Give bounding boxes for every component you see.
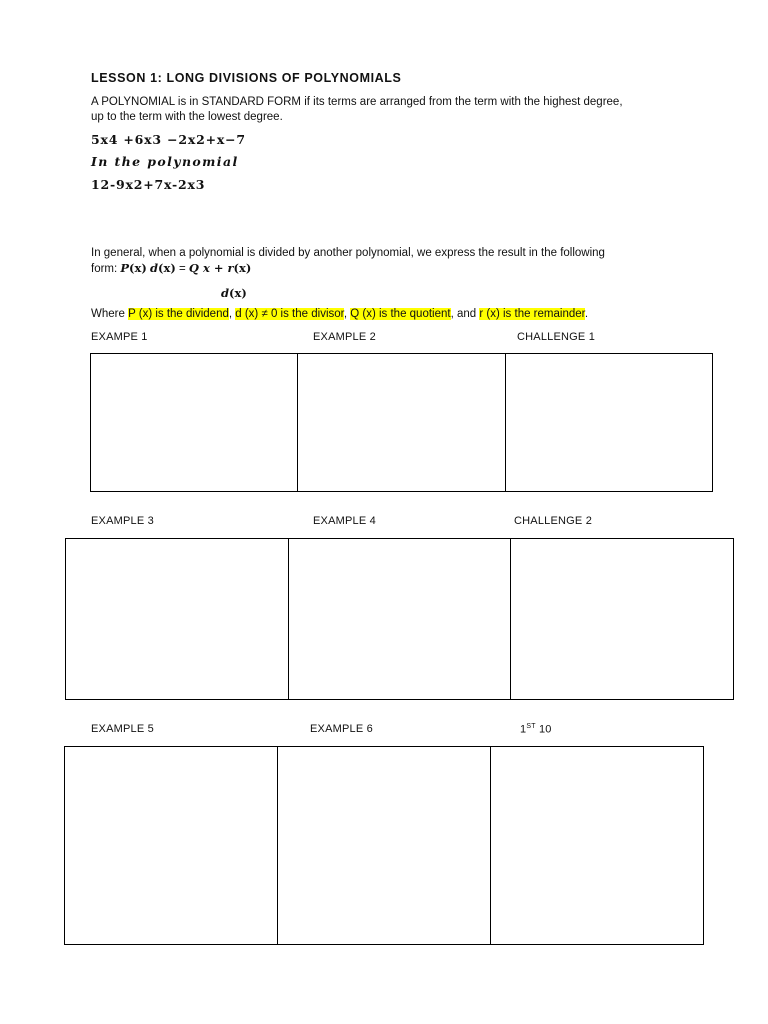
denominator-d: d xyxy=(221,286,230,300)
label-example-1: EXAMPE 1 xyxy=(91,331,148,343)
general-line-1: In general, when a polynomial is divided by another polynomial, we express the result in the following xyxy=(91,247,605,259)
first-base: 1 xyxy=(520,723,527,736)
first-sup: ST xyxy=(526,723,536,730)
denominator-x: (x) xyxy=(229,286,247,300)
formula-x: x xyxy=(198,261,210,275)
formula-dx: (x) xyxy=(158,261,176,275)
answer-boxes-row-1 xyxy=(90,353,713,492)
lesson-title: LESSON 1: LONG DIVISIONS OF POLYNOMIALS xyxy=(91,71,402,85)
general-form-line xyxy=(91,261,605,277)
intro-line-1: A POLYNOMIAL is in STANDARD FORM if its terms are arranged from the term with the highest degree, xyxy=(91,96,623,108)
label-example-6: EXAMPLE 6 xyxy=(310,723,373,735)
formula-r: r xyxy=(227,261,234,275)
where-sep-1: , xyxy=(228,308,236,320)
first-rest: 10 xyxy=(535,723,552,736)
label-example-3: EXAMPLE 3 xyxy=(91,515,154,527)
example-3-box[interactable] xyxy=(66,539,289,699)
formula-rx: (x) xyxy=(233,261,252,275)
first-10-box[interactable] xyxy=(491,747,703,944)
formula-q: Q xyxy=(188,261,199,275)
label-example-2: EXAMPLE 2 xyxy=(313,331,376,343)
remainder-definition: r (x) is the remainder xyxy=(479,308,585,320)
challenge-2-box[interactable] xyxy=(511,539,733,699)
formula-p: P xyxy=(120,261,130,275)
formula-denominator xyxy=(221,284,247,302)
answer-boxes-row-2 xyxy=(65,538,734,700)
label-challenge-2: CHALLENGE 2 xyxy=(514,515,593,527)
where-prefix: Where xyxy=(91,308,129,320)
formula-px: (x) xyxy=(129,261,147,275)
formula-plus: + xyxy=(209,261,228,275)
label-first-10 xyxy=(520,723,552,736)
divisor-definition: d (x) ≠ 0 is the divisor xyxy=(235,308,344,320)
in-the-polynomial-text: In the polynomial xyxy=(91,154,239,169)
where-end: . xyxy=(584,308,589,320)
intro-line-2: up to the term with the lowest degree. xyxy=(91,111,283,123)
where-definitions xyxy=(91,307,588,322)
label-challenge-1: CHALLENGE 1 xyxy=(517,331,596,343)
example-2-box[interactable] xyxy=(298,354,505,491)
label-example-4: EXAMPLE 4 xyxy=(313,515,376,527)
where-sep-2: , xyxy=(343,308,351,320)
intro-paragraph xyxy=(91,95,623,125)
general-paragraph xyxy=(91,246,605,277)
formula-d: d xyxy=(150,261,159,275)
challenge-1-box[interactable] xyxy=(506,354,712,491)
polynomial-example-2: 12-9x2+7x-2x3 xyxy=(91,177,206,192)
example-5-box[interactable] xyxy=(65,747,278,944)
form-prefix: form: xyxy=(91,263,121,275)
polynomial-example: 5x4 +6x3 −2x2+x−7 xyxy=(91,132,246,147)
formula-equals: = xyxy=(175,263,189,275)
example-4-box[interactable] xyxy=(289,539,512,699)
where-sep-3: , and xyxy=(450,308,480,320)
dividend-definition: P (x) is the dividend xyxy=(128,308,229,320)
example-6-box[interactable] xyxy=(278,747,491,944)
answer-boxes-row-3 xyxy=(64,746,704,945)
example-1-box[interactable] xyxy=(91,354,298,491)
label-example-5: EXAMPLE 5 xyxy=(91,723,154,735)
quotient-definition: Q (x) is the quotient xyxy=(350,308,451,320)
